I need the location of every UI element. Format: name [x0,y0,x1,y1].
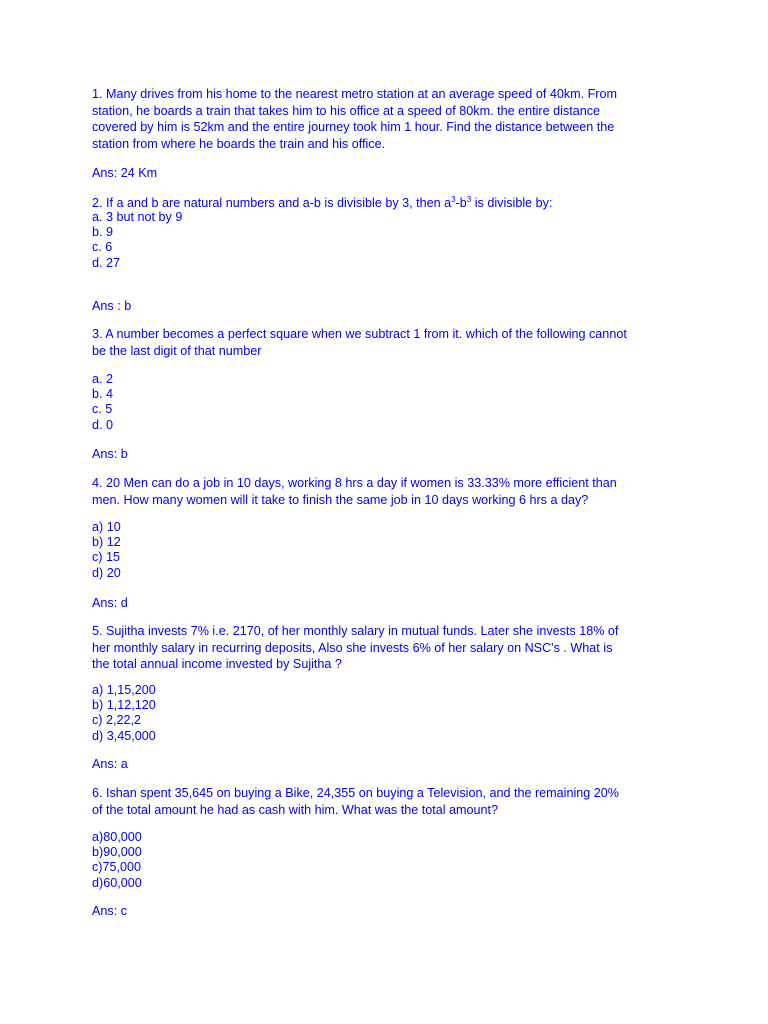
option: d) 3,45,000 [92,728,156,743]
option: a. 2 [92,372,114,386]
answer-text: Ans: d [92,596,128,610]
options-4 [92,520,732,581]
option: c)75,000 [92,860,142,875]
question-text-line: of the total amount he had as cash with him. What was the total amount? [92,802,499,817]
answer-6 [92,903,732,920]
answer-3 [92,446,732,463]
option: a) 10 [92,520,121,534]
question-3 [92,326,732,359]
option: a) 1,15,200 [92,683,156,697]
question-text-line: station from where he boards the train and his office. [92,136,386,151]
question-text-line: covered by him is 52km and the entire journey took him 1 hour. Find the distance between the [92,120,615,135]
option: b. 4 [92,387,114,402]
question-6 [92,785,732,818]
option: c. 6 [92,240,113,255]
question-text-line: 3. A number becomes a perfect square when we subtract 1 from it. which of the following cannot [92,327,627,341]
question-text-line: station, he boards a train that takes him to his office at a speed of 80km. the entire distance [92,103,601,118]
question-text-line: 2. If a and b are natural numbers and a-b is divisible by 3, then $a^3-b^3$ is divisible by: [92,195,553,210]
options-3 [92,372,732,433]
option: b. 9 [92,225,114,240]
option: b) 12 [92,535,121,550]
question-text-line: her monthly salary in recurring deposits, Also she invests 6% of her salary on NSC's . What is [92,640,613,655]
question-text-line: be the last digit of that number [92,343,262,358]
question-text-line: 4. 20 Men can do a job in 10 days, working 8 hrs a day if women is 33.33% more efficient than [92,476,617,490]
option: d)60,000 [92,875,142,890]
question-text-line: men. How many women will it take to finish the same job in 10 days working 6 hrs a day? [92,492,589,507]
option: c) 2,22,2 [92,713,142,728]
answer-1 [92,165,732,182]
option: d) 20 [92,565,121,580]
answer-4 [92,595,732,612]
superscript: 3 [451,195,456,204]
question-text-line: the total annual income invested by Sujitha ? [92,657,342,672]
answer-2 [92,298,732,315]
question-1 [92,86,732,152]
option: a)80,000 [92,830,142,844]
answer-text: Ans: c [92,904,127,918]
options-5 [92,683,732,744]
question-text-line: 1. Many drives from his home to the nearest metro station at an average speed of 40km. From [92,87,617,101]
answer-text: Ans: a [92,757,128,771]
answer-text: Ans : b [92,299,132,313]
options-6 [92,830,732,891]
options-2 [92,210,732,271]
option: d. 0 [92,417,114,432]
option: c) 15 [92,550,120,565]
answer-text: Ans: 24 Km [92,166,158,180]
question-4 [92,475,732,508]
question-5 [92,623,732,673]
question-text-line: 6. Ishan spent 35,645 on buying a Bike, 24,355 on buying a Television, and the remaining 20% [92,786,619,800]
answer-text: Ans: b [92,447,128,461]
question-text-line: 5. Sujitha invests 7% i.e. 2170, of her monthly salary in mutual funds. Later she invests 18% of [92,624,619,638]
option: a. 3 but not by 9 [92,210,183,224]
option: b)90,000 [92,845,142,860]
option: b) 1,12,120 [92,698,156,713]
answer-5 [92,756,732,773]
option: d. 27 [92,255,121,270]
superscript: 3 [466,195,472,204]
option: c. 5 [92,402,113,417]
